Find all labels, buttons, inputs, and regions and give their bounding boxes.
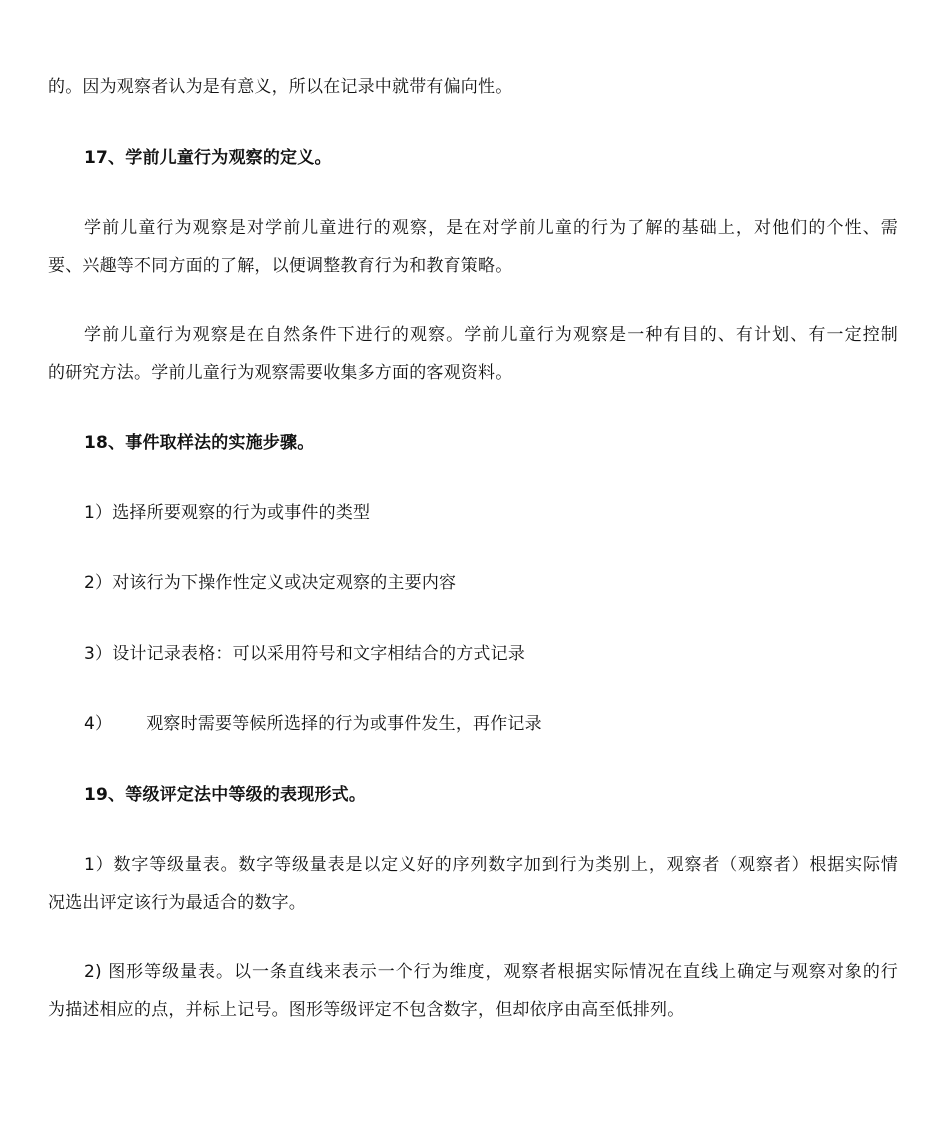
q18-heading: 18、事件取样法的实施步骤。 bbox=[84, 433, 315, 453]
q18-step-3: 3）设计记录表格：可以采用符号和文字相结合的方式记录 bbox=[84, 644, 526, 664]
q17-paragraph-1-line-2: 要、兴趣等不同方面的了解，以便调整教育行为和教育策略。 bbox=[48, 256, 513, 276]
q17-paragraph-1-line-1: 学前儿童行为观察是对学前儿童进行的观察，是在对学前儿童的行为了解的基础上，对他们的个性、需 bbox=[84, 218, 898, 238]
intro-continuation-text: 的。因为观察者认为是有意义，所以在记录中就带有偏向性。 bbox=[48, 77, 513, 97]
q17-heading: 17、学前儿童行为观察的定义。 bbox=[84, 148, 332, 168]
q19-paragraph-2-line-1: 2) 图形等级量表。以一条直线来表示一个行为维度，观察者根据实际情况在直线上确定与观察对象的行 bbox=[84, 962, 898, 982]
q19-paragraph-2-line-2: 为描述相应的点，并标上记号。图形等级评定不包含数字，但却依序由高至低排列。 bbox=[48, 1000, 685, 1020]
q18-step-4 bbox=[84, 713, 944, 735]
q18-step-4-number: 4） bbox=[84, 714, 113, 734]
q19-paragraph-1-line-1: 1）数字等级量表。数字等级量表是以定义好的序列数字加到行为类别上，观察者（观察者）根据实际情 bbox=[84, 855, 898, 875]
q17-paragraph-2-line-1: 学前儿童行为观察是在自然条件下进行的观察。学前儿童行为观察是一种有目的、有计划、有一定控制 bbox=[84, 325, 898, 345]
q18-step-1: 1）选择所要观察的行为或事件的类型 bbox=[84, 503, 371, 523]
q17-paragraph-2-line-2: 的研究方法。学前儿童行为观察需要收集多方面的客观资料。 bbox=[48, 363, 513, 383]
q19-heading: 19、等级评定法中等级的表现形式。 bbox=[84, 785, 367, 805]
q19-paragraph-1-line-2: 况选出评定该行为最适合的数字。 bbox=[48, 893, 306, 913]
q18-step-4-text: 观察时需要等候所选择的行为或事件发生，再作记录 bbox=[146, 714, 542, 734]
q18-step-2: 2）对该行为下操作性定义或决定观察的主要内容 bbox=[84, 573, 457, 593]
